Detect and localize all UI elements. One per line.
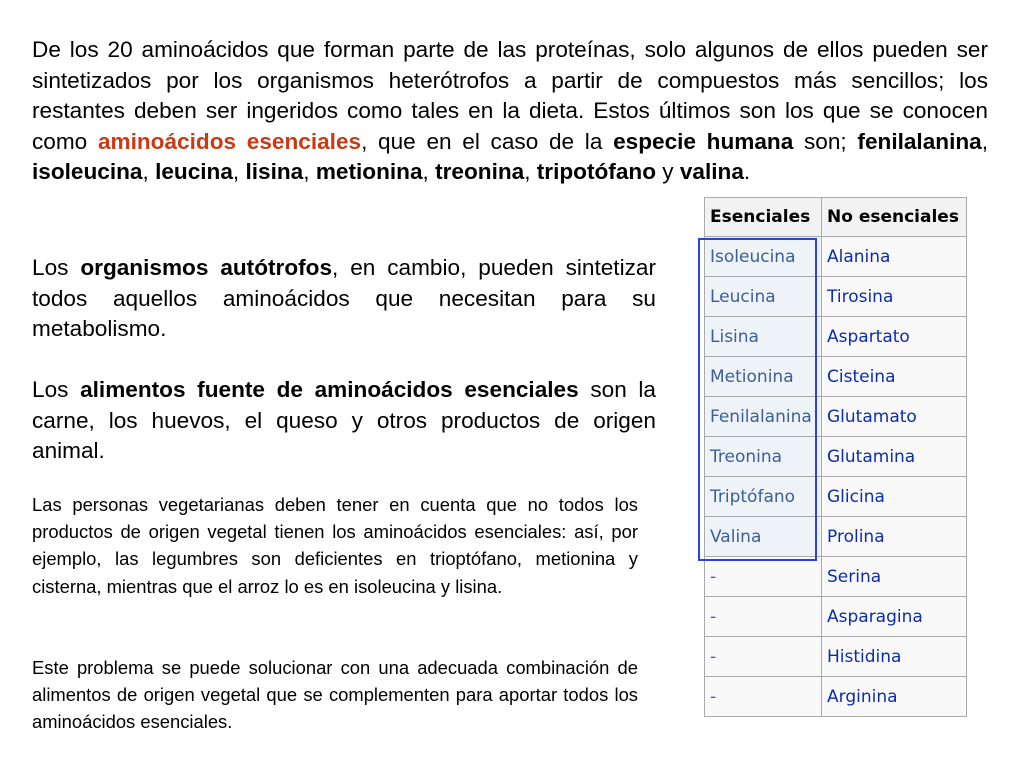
essential-cell[interactable]: Treonina: [705, 437, 822, 477]
amino-acid-name: fenilalanina: [857, 128, 982, 154]
vegetarian-note: Las personas vegetarianas deben tener en cuenta que no todos los productos de origen vegetal tienen los aminoácidos esenciales: así, por ejemplo, las legumbres son deficientes en trioptófano, metionina y cisterna, mientras que el arroz lo es en isoleucina y lisina.: [32, 494, 638, 597]
human-species-term: especie humana: [613, 128, 794, 154]
amino-acid-name: leucina: [155, 159, 233, 185]
table-row: [705, 437, 967, 477]
non-essential-cell[interactable]: Serina: [822, 557, 967, 597]
table-row: [705, 397, 967, 437]
amino-acid-name: valina: [679, 159, 744, 185]
non-essential-cell[interactable]: Prolina: [822, 517, 967, 557]
essential-cell[interactable]: Metionina: [705, 357, 822, 397]
amino-acid-name: lisina: [245, 159, 304, 185]
non-essential-cell[interactable]: Tirosina: [822, 277, 967, 317]
autotrophs-term: organismos autótrofos: [80, 255, 333, 280]
table-row: [705, 517, 967, 557]
non-essential-cell[interactable]: Arginina: [822, 677, 967, 717]
non-essential-cell[interactable]: Aspartato: [822, 317, 967, 357]
amino-acid-name: treonina: [435, 159, 525, 185]
amino-acid-name: isoleucina: [32, 159, 143, 185]
non-essential-cell[interactable]: Cisteina: [822, 357, 967, 397]
intro-paragraph: De los 20 aminoácidos que forman parte de las proteínas, solo algunos de ellos pueden ser sintetizados por los organismos heterótrofos a partir de compuestos más sencillos; los restantes deben ser ingeridos como tales en la dieta. Estos últimos son los que se conocen como aminoácidos esenciales, que en el caso de la especie humana son; fenilalanina, isoleucina, leucina, lisina, metionina, treonina, tripotófano y valina.: [32, 37, 989, 185]
table-row: [705, 357, 967, 397]
header-essential: Esenciales: [705, 198, 822, 237]
essential-cell[interactable]: Isoleucina: [705, 237, 822, 277]
table-row: [705, 597, 967, 637]
empty-essential-cell: -: [705, 597, 822, 637]
header-non-essential: No esenciales: [822, 198, 967, 237]
table-row: [705, 557, 967, 597]
non-essential-cell[interactable]: Glutamina: [822, 437, 967, 477]
non-essential-cell[interactable]: Glutamato: [822, 397, 967, 437]
essential-amino-acids-term: aminoácidos esenciales: [97, 128, 362, 154]
essential-cell[interactable]: Lisina: [705, 317, 822, 357]
essential-cell[interactable]: Leucina: [705, 277, 822, 317]
autotrophs-paragraph: Los organismos autótrofos, en cambio, pueden sintetizar todos aquellos aminoácidos que necesitan para su metabolismo.: [32, 255, 656, 342]
table-row: [705, 277, 967, 317]
empty-essential-cell: -: [705, 637, 822, 677]
amino-acid-name: metionina: [315, 159, 423, 185]
table-header-row: [705, 198, 967, 237]
table-row: [705, 637, 967, 677]
empty-essential-cell: -: [705, 557, 822, 597]
combination-note: Este problema se puede solucionar con una adecuada combinación de alimentos de origen vegetal que se complementen para aportar todos los aminoácidos esenciales.: [32, 657, 638, 733]
food-sources-paragraph: Los alimentos fuente de aminoácidos esenciales son la carne, los huevos, el queso y otros productos de origen animal.: [32, 377, 656, 464]
table-row: [705, 677, 967, 717]
food-sources-term: alimentos fuente de aminoácidos esenciales: [80, 377, 579, 402]
non-essential-cell[interactable]: Asparagina: [822, 597, 967, 637]
table-row: [705, 237, 967, 277]
non-essential-cell[interactable]: Glicina: [822, 477, 967, 517]
non-essential-cell[interactable]: Histidina: [822, 637, 967, 677]
table-row: [705, 317, 967, 357]
essential-cell[interactable]: Triptófano: [705, 477, 822, 517]
table-row: [705, 477, 967, 517]
amino-acids-table: [704, 197, 967, 717]
amino-acid-name: tripotófano: [536, 159, 656, 185]
essential-cell[interactable]: Valina: [705, 517, 822, 557]
intro-text: De los 20 aminoácidos que forman parte de las proteínas, solo algunos de ellos pueden ser sintetizados por los organismos heterótrofos a partir de compuestos más sencillos; los restantes deben ser ingeridos como tales en la dieta. Estos últimos son los que se conocen como: [32, 37, 988, 154]
empty-essential-cell: -: [705, 677, 822, 717]
essential-cell[interactable]: Fenilalanina: [705, 397, 822, 437]
non-essential-cell[interactable]: Alanina: [822, 237, 967, 277]
